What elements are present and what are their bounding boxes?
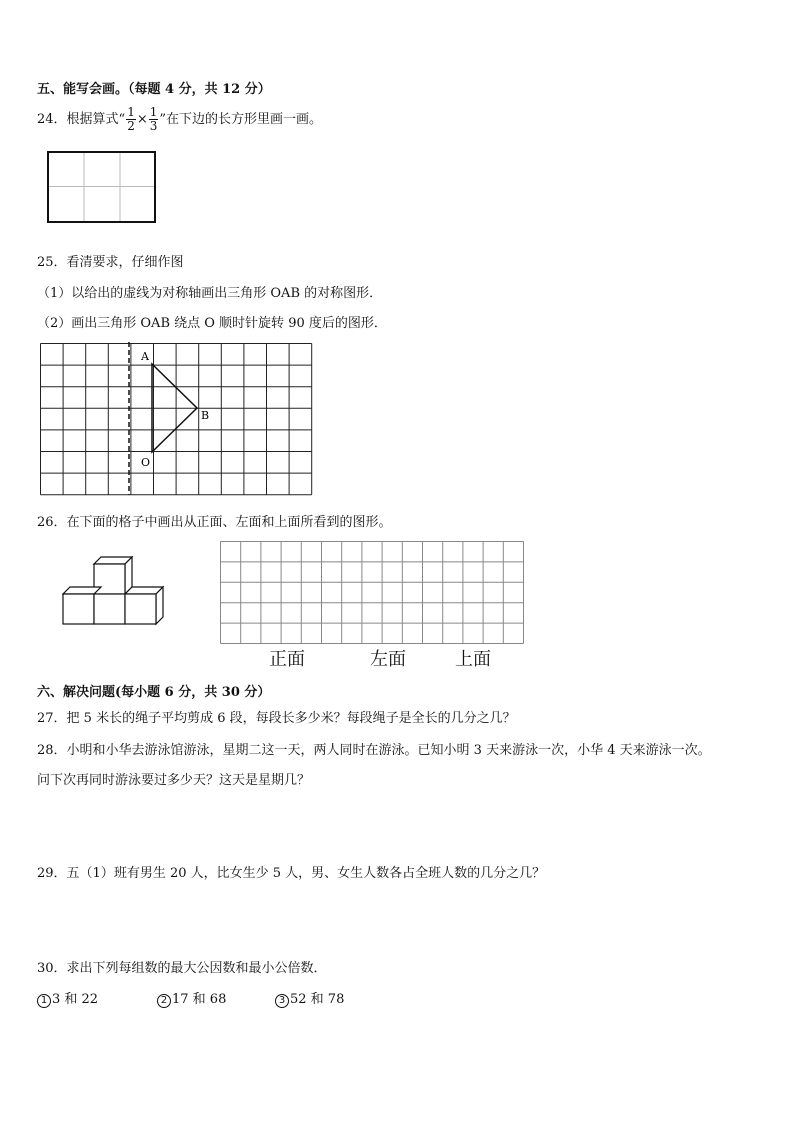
q30-item-2: 2 17 和 68 (157, 988, 226, 1008)
q24-rectangle-grid (46, 150, 160, 226)
circled-number-1: 1 (37, 994, 51, 1008)
question-25-title: 25．看清要求，仔细作图 (37, 255, 184, 270)
point-a-label: A (141, 350, 149, 363)
question-27: 27．把 5 米长的绳子平均剪成 6 段，每段长多少米？每段绳子是全长的几分之几？ (37, 711, 516, 726)
times-sign: × (136, 112, 148, 127)
cube-stack-figure (62, 556, 166, 626)
q25-grid (38, 340, 314, 498)
question-25-part-2: （2）画出三角形 OAB 绕点 O 顺时针旋转 90 度后的图形． (37, 316, 387, 331)
question-29: 29．五（1）班有男生 20 人，比女生少 5 人，男、女生人数各占全班人数的几分之几？ (37, 866, 546, 881)
fraction-one-third: $\frac{1}{3}$ (149, 105, 158, 133)
section-5-title: 五、能写会画。（每题 4 分，共 12 分） (37, 82, 271, 97)
question-28-line-2: 问下次再同时游泳要过多少天？这天是星期几？ (37, 773, 311, 788)
label-left-view: 左面 (370, 649, 406, 670)
q24-suffix: ”在下边的长方形里画一画。 (159, 112, 323, 127)
q24-prefix: 24．根据算式“ (37, 112, 126, 127)
question-26-title: 26．在下面的格子中画出从正面、左面和上面所看到的图形。 (37, 515, 392, 530)
fraction-one-half: $\frac{1}{2}$ (127, 105, 135, 133)
label-top-view: 上面 (455, 649, 491, 670)
question-28-line-1: 28．小明和小华去游泳馆游泳，星期二这一天，两人同时在游泳。已知小明 3 天来游泳一次，小华 4 天来游泳一次。 (37, 743, 711, 758)
q30-item-3: 3 52 和 78 (275, 988, 344, 1008)
label-front-view: 正面 (269, 649, 305, 670)
question-30-title: 30．求出下列每组数的最大公因数和最小公倍数． (37, 961, 327, 976)
q30-item-1: 1 3 和 22 (37, 988, 98, 1008)
circled-number-3: 3 (275, 994, 289, 1008)
question-25-part-1: （1）以给出的虚线为对称轴画出三角形 OAB 的对称图形． (37, 286, 383, 301)
q26-drawing-grid (218, 540, 527, 645)
section-6-title: 六、解决问题(每小题 6 分，共 30 分） (37, 685, 271, 700)
question-24 (37, 106, 322, 133)
point-b-label: B (201, 409, 210, 422)
point-o-label: O (141, 456, 151, 469)
circled-number-2: 2 (157, 994, 171, 1008)
